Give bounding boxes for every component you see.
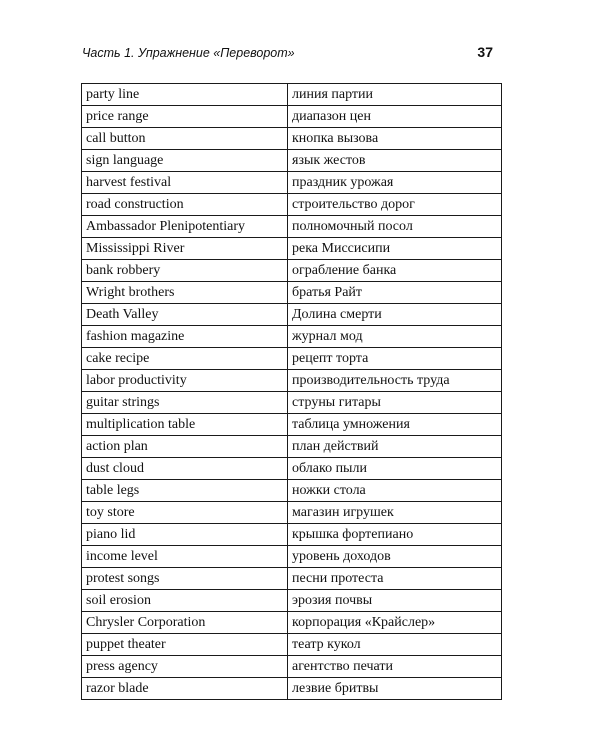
english-term-cell: press agency [82,656,288,678]
russian-translation-cell: строительство дорог [288,194,502,216]
table-row [82,502,502,524]
russian-translation-cell: таблица умножения [288,414,502,436]
english-term-cell: soil erosion [82,590,288,612]
english-term-cell: cake recipe [82,348,288,370]
russian-translation-cell: корпорация «Крайслер» [288,612,502,634]
russian-translation-cell: уровень доходов [288,546,502,568]
english-term-cell: piano lid [82,524,288,546]
english-term-cell: sign language [82,150,288,172]
table-row [82,546,502,568]
table-row [82,84,502,106]
english-term-cell: toy store [82,502,288,524]
russian-translation-cell: линия партии [288,84,502,106]
english-term-cell: harvest festival [82,172,288,194]
english-term-cell: razor blade [82,678,288,700]
russian-translation-cell: полномочный посол [288,216,502,238]
table-row [82,568,502,590]
table-row [82,678,502,700]
table-row [82,348,502,370]
english-term-cell: multiplication table [82,414,288,436]
table-row [82,326,502,348]
russian-translation-cell: облако пыли [288,458,502,480]
russian-translation-cell: ножки стола [288,480,502,502]
english-term-cell: party line [82,84,288,106]
table-row [82,216,502,238]
table-row [82,128,502,150]
table-row [82,524,502,546]
page-number: 37 [477,44,493,60]
russian-translation-cell: эрозия почвы [288,590,502,612]
table-row [82,260,502,282]
english-term-cell: bank robbery [82,260,288,282]
english-term-cell: action plan [82,436,288,458]
english-term-cell: protest songs [82,568,288,590]
table-row [82,612,502,634]
english-term-cell: Death Valley [82,304,288,326]
russian-translation-cell: ограбление банка [288,260,502,282]
table-row [82,458,502,480]
table-row [82,414,502,436]
english-term-cell: table legs [82,480,288,502]
russian-translation-cell: Долина смерти [288,304,502,326]
english-term-cell: dust cloud [82,458,288,480]
english-term-cell: income level [82,546,288,568]
russian-translation-cell: язык жестов [288,150,502,172]
russian-translation-cell: рецепт торта [288,348,502,370]
russian-translation-cell: кнопка вызова [288,128,502,150]
russian-translation-cell: план действий [288,436,502,458]
english-term-cell: Mississippi River [82,238,288,260]
english-term-cell: call button [82,128,288,150]
table-row [82,194,502,216]
english-term-cell: Chrysler Corporation [82,612,288,634]
table-row [82,106,502,128]
english-term-cell: price range [82,106,288,128]
russian-translation-cell: журнал мод [288,326,502,348]
english-term-cell: road construction [82,194,288,216]
table-row [82,238,502,260]
table-row [82,172,502,194]
english-term-cell: Ambassador Plenipotentiary [82,216,288,238]
english-term-cell: fashion magazine [82,326,288,348]
russian-translation-cell: лезвие бритвы [288,678,502,700]
table-row [82,656,502,678]
english-term-cell: labor productivity [82,370,288,392]
table-row [82,392,502,414]
table-row [82,480,502,502]
table-row [82,436,502,458]
russian-translation-cell: агентство печати [288,656,502,678]
table-row [82,304,502,326]
vocabulary-table-body [82,84,502,700]
russian-translation-cell: песни протеста [288,568,502,590]
russian-translation-cell: братья Райт [288,282,502,304]
russian-translation-cell: производительность труда [288,370,502,392]
table-row [82,282,502,304]
russian-translation-cell: струны гитары [288,392,502,414]
english-term-cell: guitar strings [82,392,288,414]
page-header-title: Часть 1. Упражнение «Переворот» [82,46,295,60]
english-term-cell: puppet theater [82,634,288,656]
russian-translation-cell: праздник урожая [288,172,502,194]
vocabulary-table [81,83,502,700]
english-term-cell: Wright brothers [82,282,288,304]
table-row [82,370,502,392]
table-row [82,590,502,612]
table-row [82,150,502,172]
russian-translation-cell: магазин игрушек [288,502,502,524]
russian-translation-cell: театр кукол [288,634,502,656]
russian-translation-cell: крышка фортепиано [288,524,502,546]
russian-translation-cell: диапазон цен [288,106,502,128]
russian-translation-cell: река Миссисипи [288,238,502,260]
table-row [82,634,502,656]
